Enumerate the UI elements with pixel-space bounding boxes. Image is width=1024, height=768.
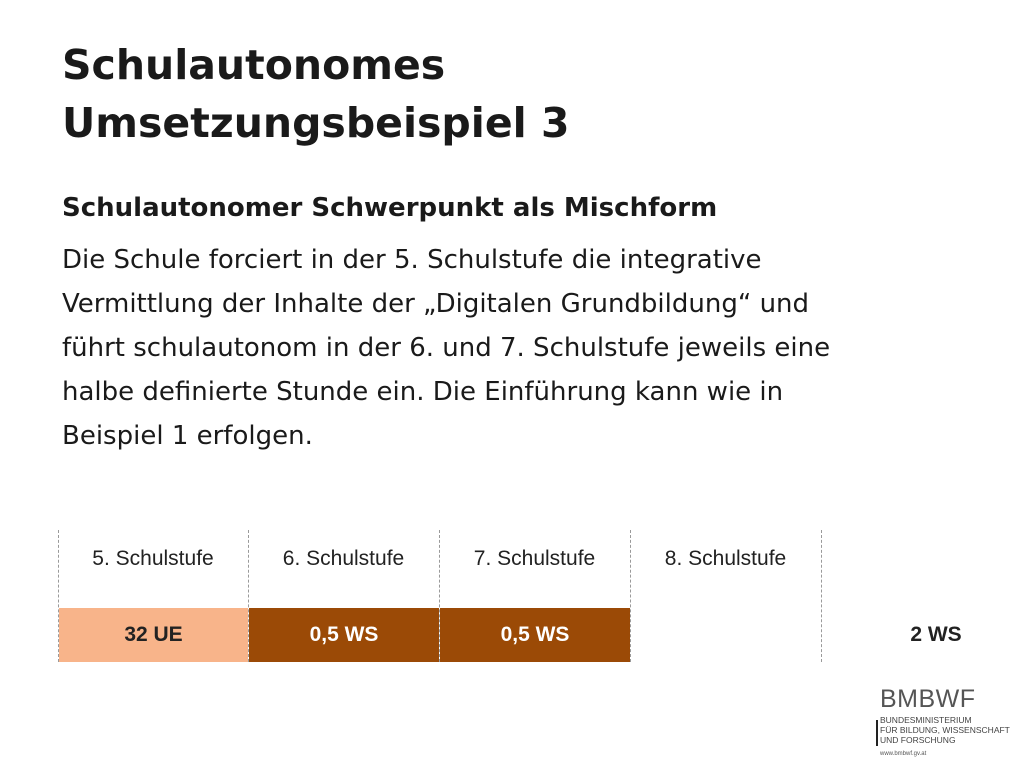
cell-grade-6: 0,5 WS	[249, 608, 439, 662]
slide-title-line: Schulautonomes	[62, 41, 446, 89]
body-line: Vermittlung der Inhalte der „Digitalen Grundbildung“ und	[62, 289, 810, 319]
column-header-grade-5: 5. Schulstufe	[92, 547, 214, 570]
logo-url: www.bmbwf.gv.at	[880, 751, 927, 757]
cell-grade-5: 32 UE	[59, 608, 248, 662]
cell-grade-7: 0,5 WS	[440, 608, 630, 662]
column-header-grade-7: 7. Schulstufe	[473, 547, 596, 570]
logo-subtitle-line: FÜR BILDUNG, WISSENSCHAFT	[880, 725, 1010, 735]
logo-bar	[876, 720, 878, 746]
body-line: Die Schule forciert in der 5. Schulstufe die integrative	[62, 245, 762, 275]
logo-subtitle	[880, 715, 1020, 745]
body-line: führt schulautonom in der 6. und 7. Schulstufe jeweils eine	[62, 333, 831, 363]
body-paragraph	[62, 238, 962, 458]
column-header-grade-6: 6. Schulstufe	[282, 547, 405, 570]
body-line: halbe definierte Stunde ein. Die Einführung kann wie in	[62, 377, 784, 407]
logo-name: BMBWF	[880, 685, 976, 713]
slide-title-line: Umsetzungsbeispiel 3	[62, 99, 570, 147]
logo-subtitle-line: UND FORSCHUNG	[880, 735, 956, 745]
column-divider	[821, 530, 822, 662]
cell-grade-8	[631, 608, 821, 662]
schedule-table	[58, 530, 978, 662]
logo-subtitle-line: BUNDESMINISTERIUM	[880, 715, 972, 725]
body-line: Beispiel 1 erfolgen.	[62, 421, 313, 451]
slide-subtitle: Schulautonomer Schwerpunkt als Mischform	[62, 193, 718, 223]
column-header-grade-8: 8. Schulstufe	[664, 547, 787, 570]
slide-title	[62, 36, 962, 152]
bmbwf-logo	[880, 686, 1020, 757]
total-hours: 2 WS	[910, 623, 962, 646]
